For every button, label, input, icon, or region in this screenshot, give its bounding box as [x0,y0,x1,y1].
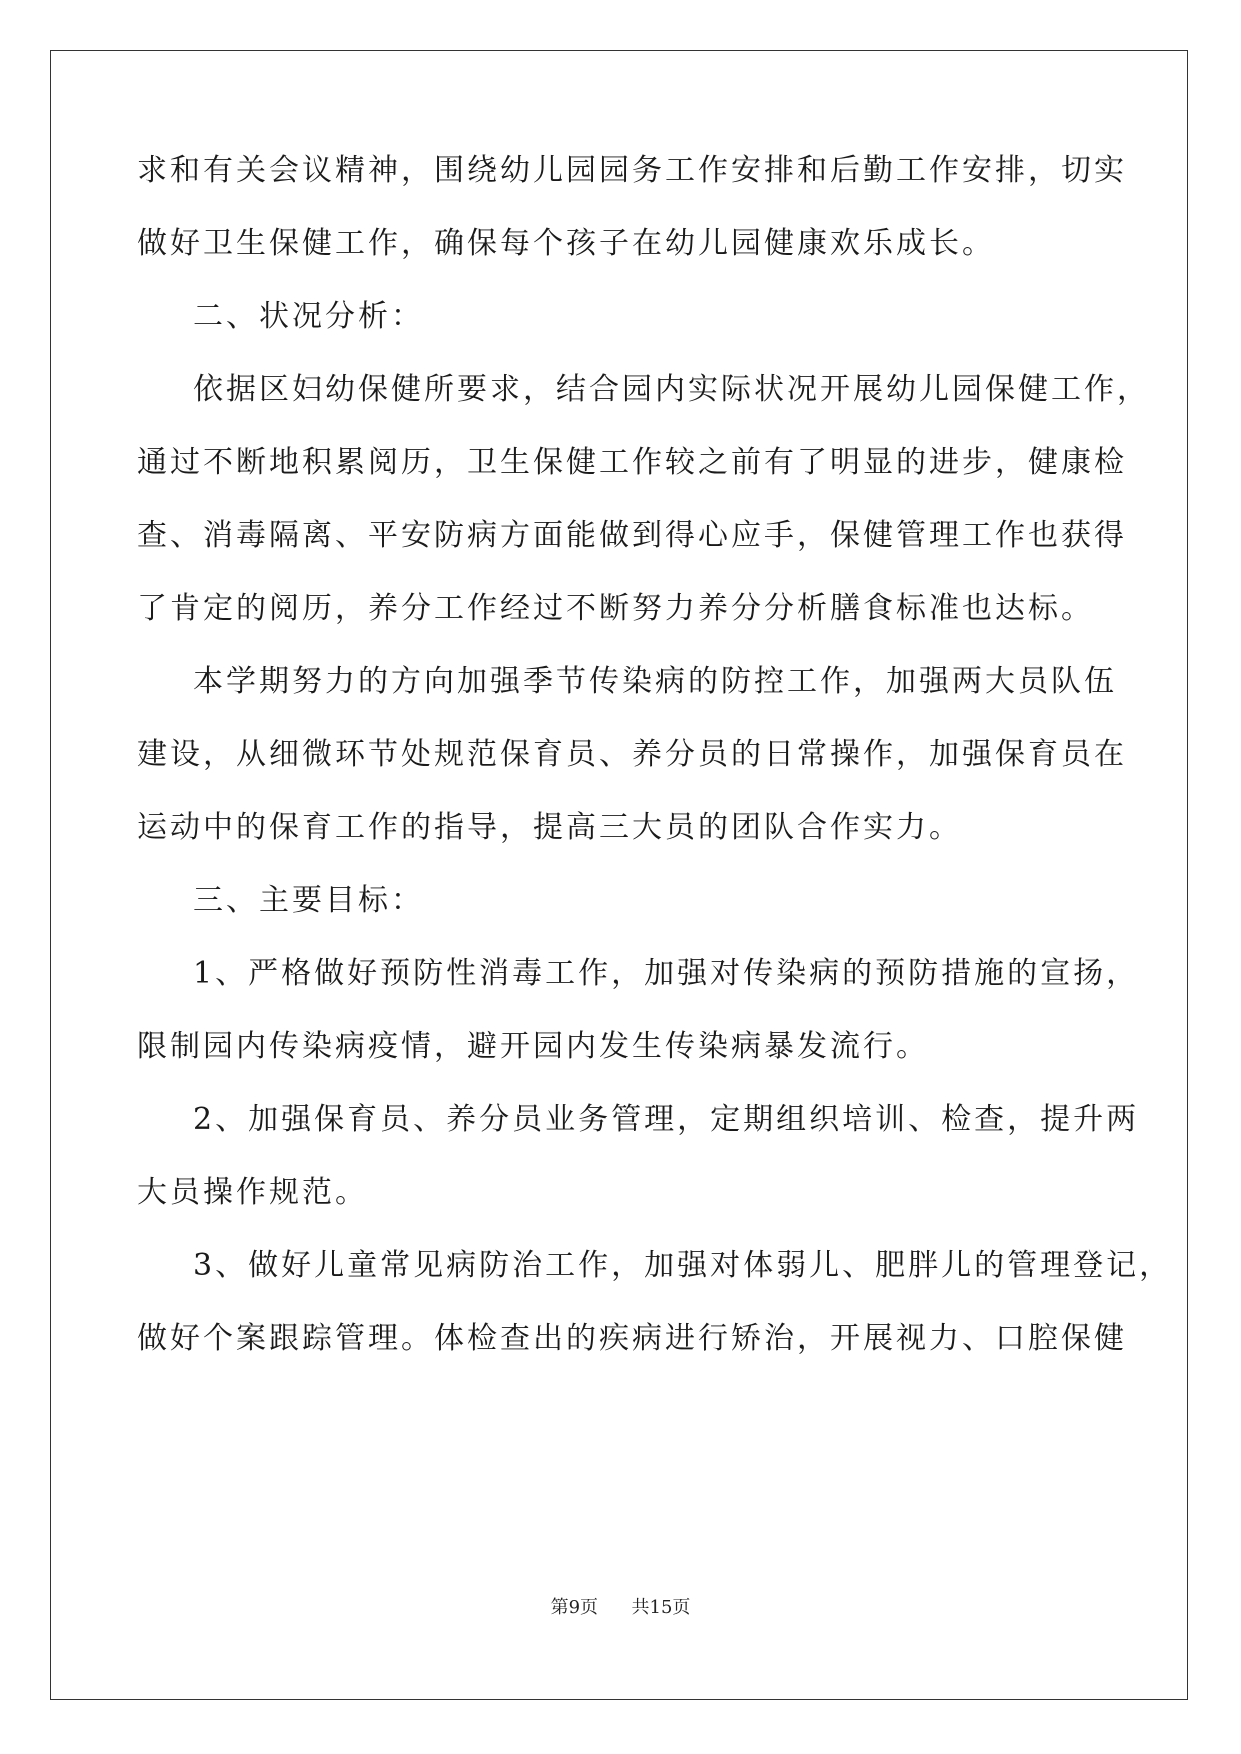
text-line: 做好个案跟踪管理。体检查出的疾病进行矫治，开展视力、口腔保健 [137,1321,1127,1356]
section-heading: 二、状况分析： [193,299,424,334]
text-line: 建设，从细微环节处规范保育员、养分员的日常操作，加强保育员在 [137,737,1127,772]
text-line: 运动中的保育工作的指导，提高三大员的团队合作实力。 [137,810,962,845]
text-line: 查、消毒隔离、平安防病方面能做到得心应手，保健管理工作也获得 [137,518,1127,553]
text-line: 2、加强保育员、养分员业务管理，定期组织培训、检查，提升两 [193,1102,1140,1137]
text-line: 1、严格做好预防性消毒工作，加强对传染病的预防措施的宣扬， [193,956,1140,991]
page-footer [0,1596,1241,1620]
text-line: 3、做好儿童常见病防治工作，加强对体弱儿、肥胖儿的管理登记， [193,1248,1173,1283]
text-line: 求和有关会议精神，围绕幼儿园园务工作安排和后勤工作安排，切实 [137,153,1127,188]
text-line: 限制园内传染病疫情，避开园内发生传染病暴发流行。 [137,1029,929,1064]
text-line: 了肯定的阅历，养分工作经过不断努力养分分析膳食标准也达标。 [137,591,1094,626]
section-heading: 三、主要目标： [193,883,424,918]
text-line: 大员操作规范。 [137,1175,368,1210]
text-line: 做好卫生保健工作，确保每个孩子在幼儿园健康欢乐成长。 [137,226,995,261]
page-total: 共15页 [631,1597,691,1618]
text-line: 本学期努力的方向加强季节传染病的防控工作，加强两大员队伍 [193,664,1117,699]
page-number: 第9页 [550,1597,599,1618]
text-line: 通过不断地积累阅历，卫生保健工作较之前有了明显的进步，健康检 [137,445,1127,480]
text-line: 依据区妇幼保健所要求，结合园内实际状况开展幼儿园保健工作， [193,372,1150,407]
